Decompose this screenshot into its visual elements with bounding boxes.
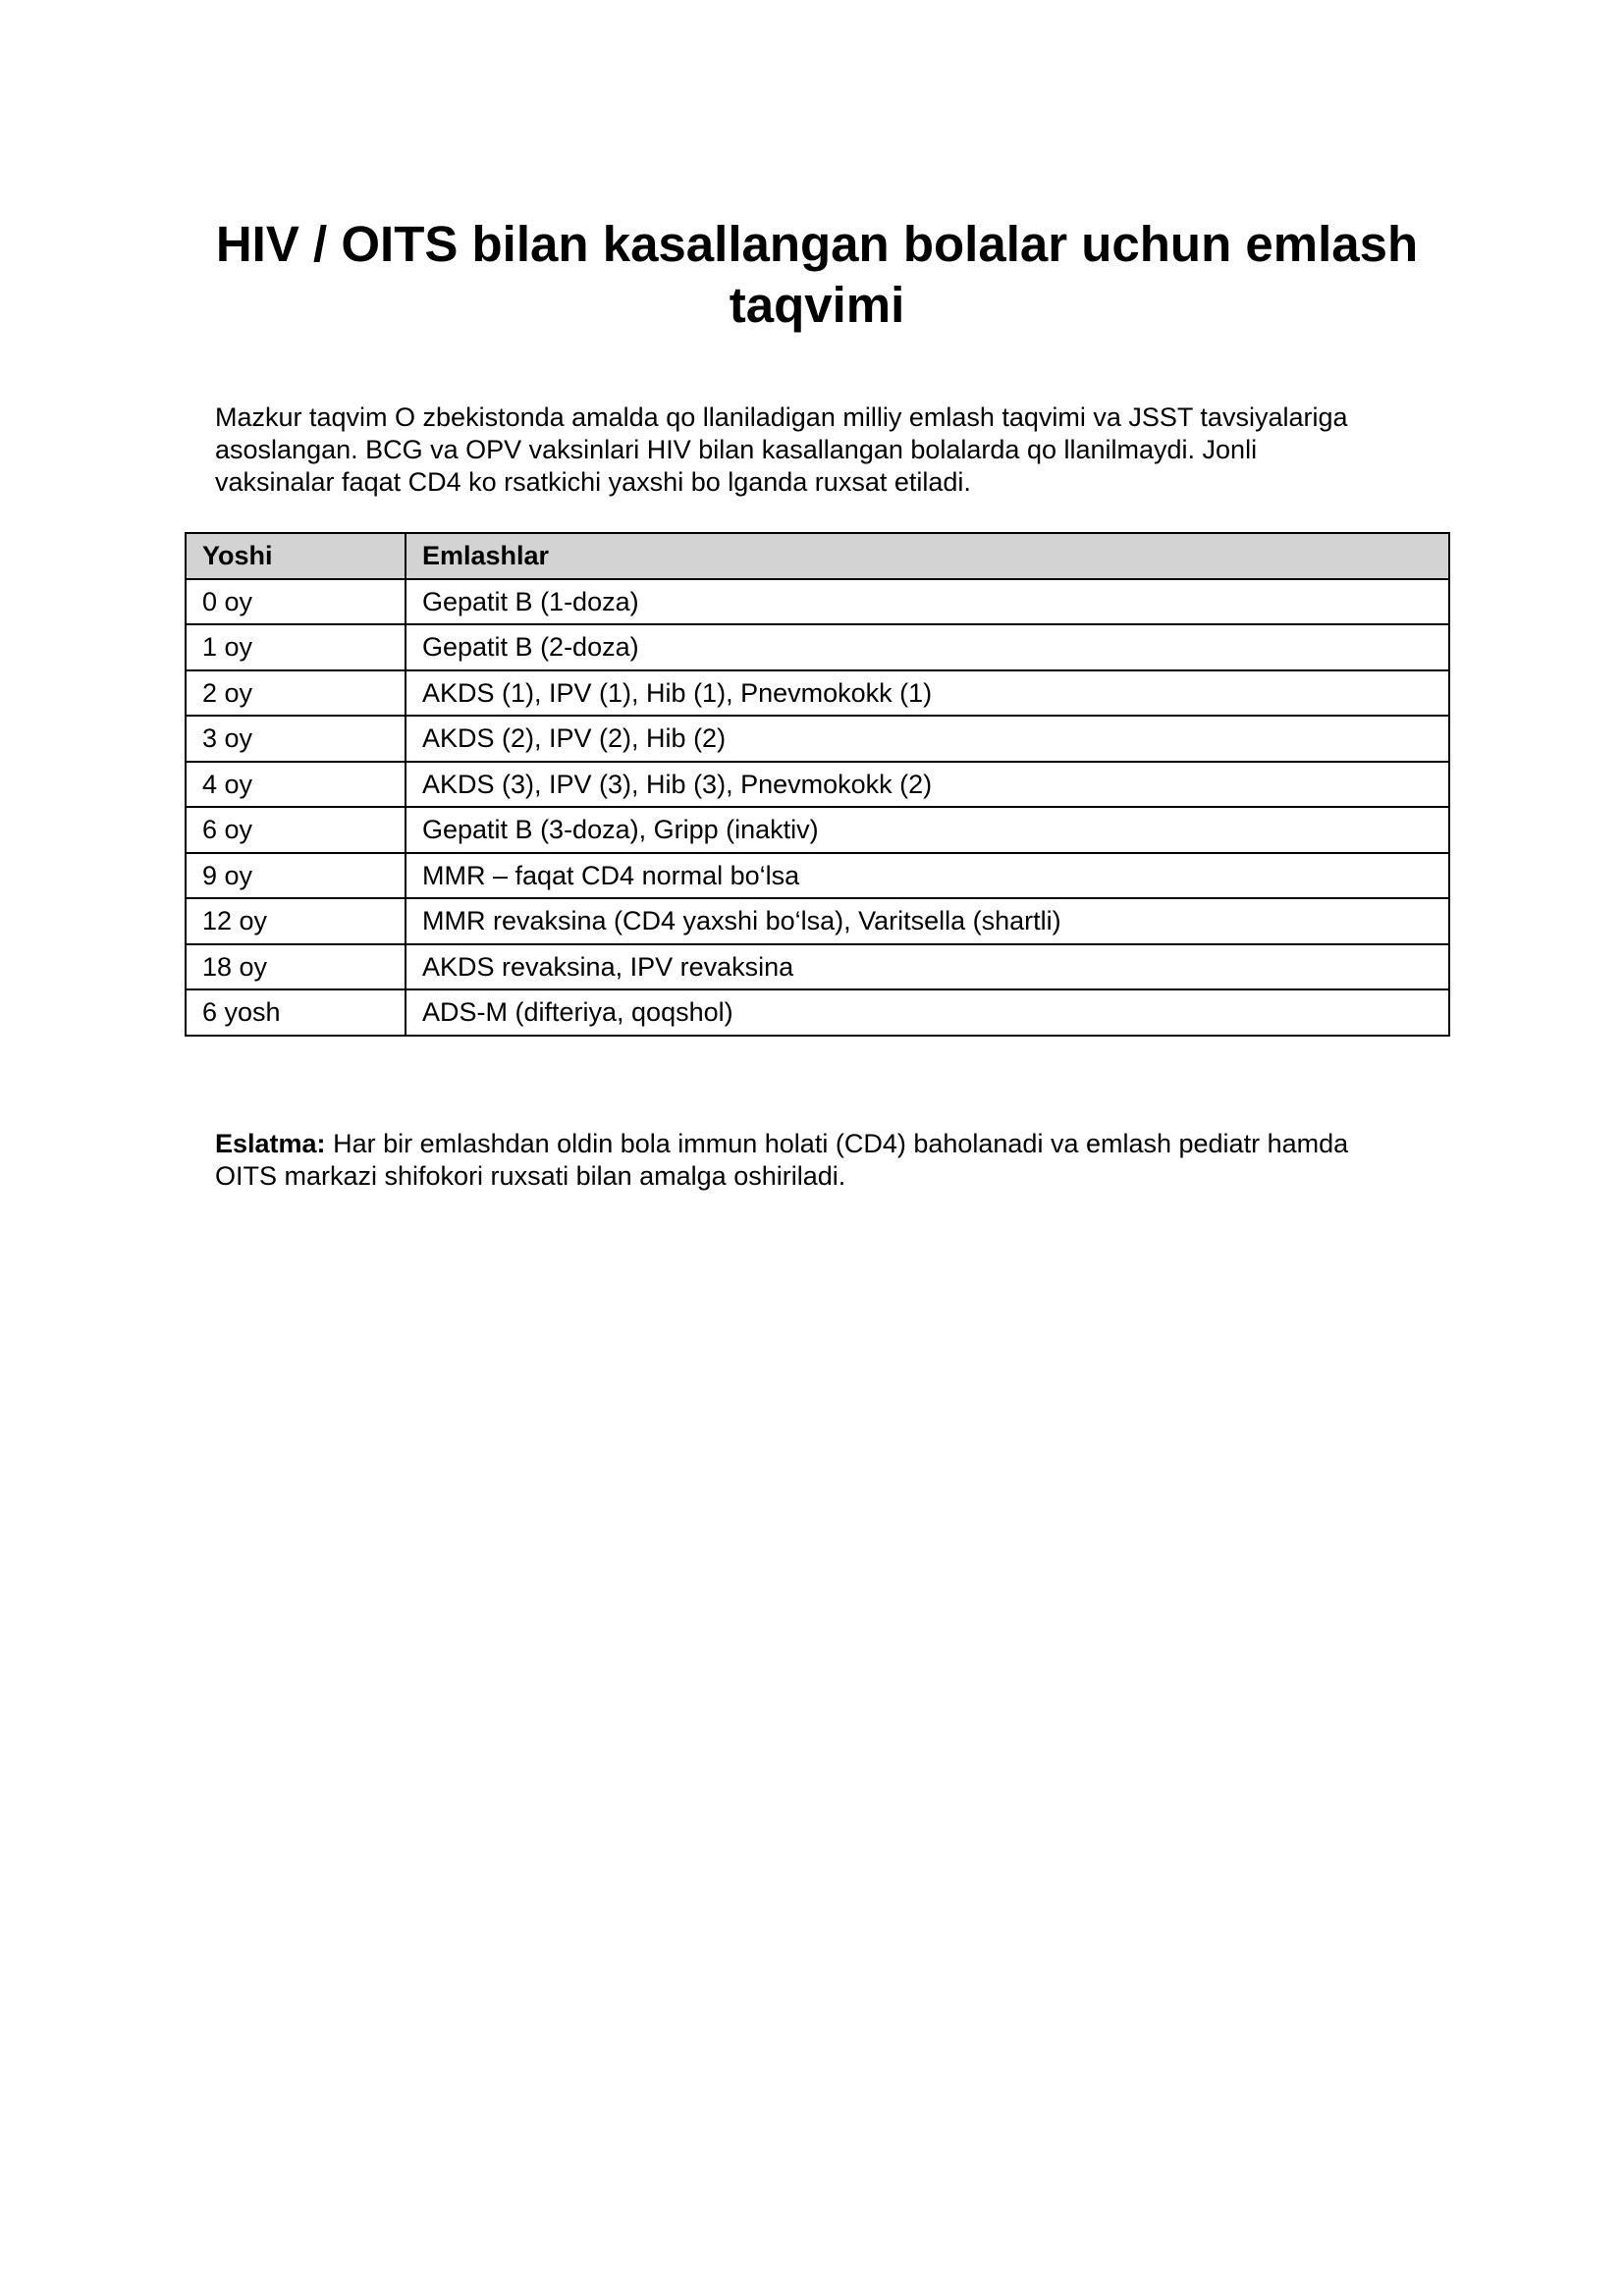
note-text: Har bir emlashdan oldin bola immun holati (CD4) baholanadi va emlash pediatr hamda OITS markazi shifokori ruxsati bilan amalga oshiriladi.	[215, 1129, 1349, 1191]
header-vaccines: Emlashlar	[406, 533, 1449, 579]
age-cell: 6 oy	[186, 807, 406, 853]
table-row	[186, 807, 1449, 853]
table-row	[186, 762, 1449, 808]
vaccines-cell: AKDS (2), IPV (2), Hib (2)	[406, 716, 1449, 762]
vaccination-schedule-table	[185, 532, 1450, 1037]
table-row	[186, 944, 1449, 990]
age-cell: 1 oy	[186, 624, 406, 670]
note-paragraph	[215, 1128, 1452, 1193]
age-cell: 0 oy	[186, 579, 406, 625]
vaccines-cell: AKDS (3), IPV (3), Hib (3), Pnevmokokk (2)	[406, 762, 1449, 808]
intro-paragraph: Mazkur taqvim O zbekistonda amalda qo llaniladigan milliy emlash taqvimi va JSST tavsiyalariga asoslangan. BCG va OPV vaksinlari HIV bilan kasallangan bolalarda qo llanilmaydi. Jonli vaksinalar faqat CD4 ko rsatkichi yaxshi bo lganda ruxsat etiladi.	[215, 402, 1348, 497]
age-cell: 4 oy	[186, 762, 406, 808]
table-row	[186, 670, 1449, 717]
vaccines-cell: Gepatit B (3-doza), Gripp (inaktiv)	[406, 807, 1449, 853]
vaccines-cell: MMR – faqat CD4 normal bo‘lsa	[406, 853, 1449, 899]
age-cell: 9 oy	[186, 853, 406, 899]
document-title: HIV / OITS bilan kasallangan bolalar uchun emlash taqvimi	[215, 216, 1419, 333]
table-header-row	[186, 533, 1449, 579]
table-row	[186, 716, 1449, 762]
table-row	[186, 579, 1449, 625]
note-label: Eslatma:	[215, 1129, 326, 1158]
header-age: Yoshi	[186, 533, 406, 579]
table-row	[186, 624, 1449, 670]
vaccines-cell: ADS-M (difteriya, qoqshol)	[406, 989, 1449, 1036]
table-row	[186, 898, 1449, 944]
vaccines-cell: MMR revaksina (CD4 yaxshi bo‘lsa), Varitsella (shartli)	[406, 898, 1449, 944]
age-cell: 6 yosh	[186, 989, 406, 1036]
age-cell: 12 oy	[186, 898, 406, 944]
age-cell: 2 oy	[186, 670, 406, 717]
age-cell: 18 oy	[186, 944, 406, 990]
vaccines-cell: Gepatit B (1-doza)	[406, 579, 1449, 625]
vaccines-cell: Gepatit B (2-doza)	[406, 624, 1449, 670]
vaccines-cell: AKDS (1), IPV (1), Hib (1), Pnevmokokk (1)	[406, 670, 1449, 717]
vaccines-cell: AKDS revaksina, IPV revaksina	[406, 944, 1449, 990]
table-row	[186, 853, 1449, 899]
table-row	[186, 989, 1449, 1036]
age-cell: 3 oy	[186, 716, 406, 762]
